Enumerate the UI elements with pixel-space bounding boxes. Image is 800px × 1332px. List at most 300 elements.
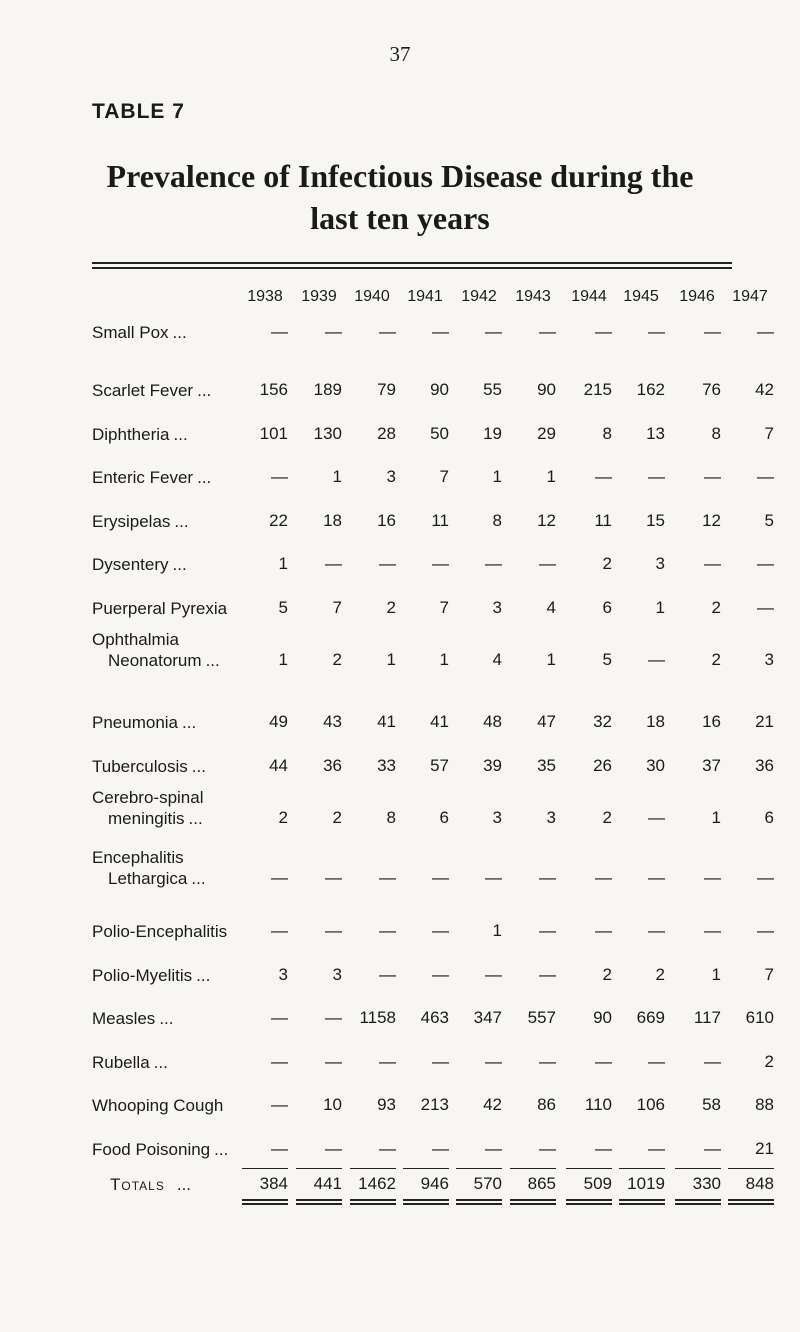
year-header: 1939 (301, 288, 337, 305)
total-cell: 1462 (358, 1174, 396, 1193)
total-double-rule (510, 1199, 556, 1205)
table-cell: 1 (439, 650, 449, 669)
table-cell: — (757, 921, 774, 940)
leader-dots: ... (197, 381, 212, 400)
table-cell: 3 (492, 598, 502, 617)
table-cell: — (432, 921, 449, 940)
table-cell: 1 (711, 965, 721, 984)
row-label-line (92, 921, 227, 942)
row-label-text: Polio-Encephalitis (92, 922, 228, 941)
table-cell: 19 (483, 424, 502, 443)
row-label (92, 847, 206, 889)
table-cell: 22 (269, 511, 288, 530)
table-cell: — (595, 322, 612, 341)
table-cell: — (704, 322, 721, 341)
row-label-line (92, 868, 206, 889)
row-label-text: Encephalitis (92, 848, 184, 867)
table-cell: 6 (764, 808, 774, 827)
year-header: 1944 (571, 288, 607, 305)
table-cell: 130 (313, 424, 342, 443)
row-label (92, 554, 187, 575)
table-cell: — (704, 554, 721, 573)
table-cell: 8 (711, 424, 721, 443)
table-cell: 10 (323, 1095, 342, 1114)
table-cell: 41 (430, 712, 449, 731)
table-cell: 28 (377, 424, 396, 443)
row-label-text: Scarlet Fever (92, 381, 194, 400)
table-cell: 1 (386, 650, 396, 669)
table-cell: 1 (546, 467, 556, 486)
row-label (92, 467, 211, 488)
table-cell: — (271, 467, 288, 486)
title-line-1: Prevalence of Infectious Disease during the (106, 158, 694, 194)
table-cell: 12 (537, 511, 556, 530)
table-cell: 557 (527, 1008, 556, 1027)
row-label-text: Cerebro-spinal (92, 788, 204, 807)
table-cell: — (271, 1052, 288, 1071)
table-cell: — (432, 965, 449, 984)
row-label-text: Diphtheria (92, 425, 170, 444)
total-double-rule (456, 1199, 502, 1205)
row-label-text: Whooping Cough (92, 1096, 224, 1115)
table-cell: — (271, 1095, 288, 1114)
table-cell: 93 (377, 1095, 396, 1114)
row-label (92, 1139, 228, 1160)
table-cell: 33 (377, 756, 396, 775)
table-cell: — (704, 921, 721, 940)
table-cell: 11 (431, 511, 449, 530)
table-cell: 3 (546, 808, 556, 827)
table-cell: — (648, 322, 665, 341)
row-label-line (92, 380, 211, 401)
table-cell: 347 (473, 1008, 502, 1027)
table-cell: 29 (537, 424, 556, 443)
leader-dots: ... (153, 1053, 168, 1072)
leader-dots: ... (182, 713, 197, 732)
table-cell: — (271, 1008, 288, 1027)
table-cell: — (648, 808, 665, 827)
table-cell: 7 (764, 424, 774, 443)
table-cell: — (485, 1052, 502, 1071)
table-cell: — (325, 1008, 342, 1027)
table-cell: 15 (646, 511, 665, 530)
table-cell: 5 (602, 650, 612, 669)
total-double-rule (403, 1199, 449, 1205)
row-label-text: Dysentery (92, 555, 169, 574)
table-cell: — (485, 965, 502, 984)
total-cell: 330 (692, 1174, 721, 1193)
table-cell: 7 (764, 965, 774, 984)
row-label-line (92, 808, 204, 829)
table-cell: 18 (323, 511, 342, 530)
table-cell: 669 (636, 1008, 665, 1027)
table-cell: — (325, 1052, 342, 1071)
table-cell: — (325, 322, 342, 341)
table-cell: 36 (323, 756, 342, 775)
table-cell: 32 (593, 712, 612, 731)
table-cell: 90 (537, 380, 556, 399)
row-label-text: Enteric Fever (92, 468, 194, 487)
leader-dots: ... (159, 1009, 174, 1028)
row-label (92, 756, 206, 777)
table-cell: 88 (755, 1095, 774, 1114)
table-cell: — (271, 322, 288, 341)
total-double-rule (619, 1199, 665, 1205)
table-cell: 4 (492, 650, 502, 669)
table-cell: 3 (655, 554, 665, 573)
row-label-text: Measles (92, 1009, 156, 1028)
table-cell: 42 (483, 1095, 502, 1114)
table-cell: 47 (537, 712, 556, 731)
table-cell: — (379, 868, 396, 887)
row-label-line (92, 322, 187, 343)
table-cell: — (595, 1052, 612, 1071)
row-label-line (92, 554, 187, 575)
table-cell: 16 (377, 511, 396, 530)
row-label-text: Neonatorum (108, 651, 202, 670)
table-cell: 7 (439, 598, 449, 617)
table-cell: — (704, 868, 721, 887)
total-double-rule (242, 1199, 288, 1205)
row-label-line (92, 1008, 173, 1029)
table-cell: 2 (602, 554, 612, 573)
table-cell: — (325, 921, 342, 940)
year-header: 1941 (407, 288, 443, 305)
table-cell: 1 (655, 598, 665, 617)
row-label (92, 921, 227, 942)
table-cell: — (704, 467, 721, 486)
table-cell: — (271, 868, 288, 887)
table-cell: — (539, 322, 556, 341)
table-cell: 117 (693, 1008, 721, 1027)
table-cell: — (379, 1139, 396, 1158)
table-cell: 2 (278, 808, 288, 827)
leader-dots: ... (174, 512, 189, 531)
table-cell: — (379, 322, 396, 341)
table-cell: — (485, 554, 502, 573)
year-header: 1938 (247, 288, 283, 305)
table-cell: 3 (332, 965, 342, 984)
row-label-line (92, 756, 206, 777)
table-cell: — (432, 1139, 449, 1158)
table-cell: 30 (646, 756, 665, 775)
sum-rule (456, 1168, 502, 1169)
table-cell: — (539, 868, 556, 887)
year-header: 1940 (354, 288, 390, 305)
sum-rule (350, 1168, 396, 1169)
table-cell: 5 (278, 598, 288, 617)
leader-dots: ... (191, 869, 206, 888)
row-label-line (92, 511, 189, 532)
table-cell: 213 (420, 1095, 449, 1114)
row-label-text: Rubella (92, 1053, 150, 1072)
table-cell: 110 (584, 1095, 612, 1114)
row-label (92, 1008, 173, 1029)
row-label-text: Pneumonia (92, 713, 179, 732)
row-label-line (92, 847, 206, 868)
row-label-text: Small Pox (92, 323, 169, 342)
table-cell: — (539, 1139, 556, 1158)
table-cell: — (757, 868, 774, 887)
leader-dots: ... (196, 966, 211, 985)
row-label (92, 598, 227, 619)
table-cell: 90 (593, 1008, 612, 1027)
row-label-line (92, 598, 227, 619)
table-cell: — (539, 554, 556, 573)
year-header: 1945 (623, 288, 659, 305)
total-cell: 946 (420, 1174, 449, 1193)
table-cell: 1 (278, 554, 288, 573)
table-cell: 106 (636, 1095, 665, 1114)
table-cell: 42 (755, 380, 774, 399)
table-cell: — (595, 1139, 612, 1158)
table-cell: 2 (602, 965, 612, 984)
page-number: 37 (389, 42, 411, 66)
total-cell: 865 (527, 1174, 556, 1193)
table-cell: — (325, 1139, 342, 1158)
row-label (92, 1052, 168, 1073)
row-label (92, 965, 210, 986)
row-label (92, 322, 187, 343)
table-cell: 21 (755, 1139, 774, 1158)
table-cell: 101 (259, 424, 288, 443)
table-cell: — (485, 322, 502, 341)
table-cell: 18 (646, 712, 665, 731)
sum-rule (242, 1168, 288, 1169)
table-cell: — (648, 650, 665, 669)
table-cell: 215 (583, 380, 612, 399)
table-cell: 6 (439, 808, 449, 827)
row-label-line (92, 629, 220, 650)
sum-rule (675, 1168, 721, 1169)
table-cell: 610 (745, 1008, 774, 1027)
table-cell: 41 (377, 712, 396, 731)
table-cell: 39 (483, 756, 502, 775)
row-label (92, 787, 204, 829)
row-label-line (92, 965, 210, 986)
leader-dots: ... (205, 651, 220, 670)
table-cell: 37 (702, 756, 721, 775)
title-line-2: last ten years (310, 200, 490, 236)
table-cell: 43 (323, 712, 342, 731)
table-cell: — (539, 1052, 556, 1071)
total-cell: 570 (473, 1174, 502, 1193)
table-cell: 58 (702, 1095, 721, 1114)
table-cell: — (595, 467, 612, 486)
totals-label (110, 1174, 191, 1195)
row-label-text: Polio-Myelitis (92, 966, 193, 985)
table-cell: 12 (702, 511, 721, 530)
table-cell: 11 (594, 511, 612, 530)
leader-dots: ... (172, 555, 187, 574)
total-double-rule (675, 1199, 721, 1205)
table-cell: 1 (332, 467, 342, 486)
leader-dots: ... (176, 1175, 192, 1194)
table-cell: 1 (546, 650, 556, 669)
table-cell: 3 (278, 965, 288, 984)
table-cell: 1 (492, 921, 502, 940)
row-label-text: Tuberculosis (92, 757, 188, 776)
table-cell: — (379, 1052, 396, 1071)
table-cell: — (325, 554, 342, 573)
row-label-line (92, 712, 196, 733)
table-cell: 1 (711, 808, 721, 827)
table-cell: — (485, 868, 502, 887)
table-cell: 1158 (359, 1008, 396, 1027)
table-cell: 2 (711, 650, 721, 669)
row-label (92, 629, 220, 671)
row-label (92, 424, 188, 445)
row-label-line (92, 1095, 223, 1116)
total-double-rule (296, 1199, 342, 1205)
row-label (92, 380, 211, 401)
table-cell: — (648, 467, 665, 486)
table-cell: 8 (602, 424, 612, 443)
table-cell: — (539, 921, 556, 940)
total-double-rule (566, 1199, 612, 1205)
total-cell: 384 (259, 1174, 288, 1193)
leader-dots: ... (173, 425, 188, 444)
table-cell: 189 (313, 380, 342, 399)
table-cell: 50 (430, 424, 449, 443)
table-cell: — (379, 554, 396, 573)
totals-label-text: Totals (110, 1175, 165, 1194)
row-label-text: meningitis (108, 809, 185, 828)
table-cell: 3 (386, 467, 396, 486)
table-cell: 26 (593, 756, 612, 775)
table-cell: — (432, 322, 449, 341)
table-cell: 1 (278, 650, 288, 669)
table-cell: — (595, 868, 612, 887)
sum-rule (403, 1168, 449, 1169)
leader-dots: ... (188, 809, 203, 828)
row-label-line (92, 650, 220, 671)
year-header: 1946 (679, 288, 715, 305)
table-cell: 5 (764, 511, 774, 530)
table-cell: 4 (546, 598, 556, 617)
leader-dots: ... (197, 468, 212, 487)
total-cell: 848 (745, 1174, 774, 1193)
table-cell: 2 (332, 808, 342, 827)
table-cell: 79 (377, 380, 396, 399)
page-title (0, 155, 800, 239)
leader-dots: ... (191, 757, 206, 776)
year-header: 1947 (732, 288, 768, 305)
row-label-line (92, 467, 211, 488)
table-cell: — (648, 868, 665, 887)
row-label (92, 511, 189, 532)
table-cell: 8 (492, 511, 502, 530)
table-cell: — (757, 598, 774, 617)
table-cell: 36 (755, 756, 774, 775)
table-cell: 162 (636, 380, 665, 399)
table-cell: 2 (711, 598, 721, 617)
table-cell: — (379, 965, 396, 984)
table-cell: 57 (430, 756, 449, 775)
table-cell: 8 (386, 808, 396, 827)
table-cell: — (704, 1139, 721, 1158)
sum-rule (619, 1168, 665, 1169)
row-label-text: Lethargica (108, 869, 188, 888)
table-cell: 1 (492, 467, 502, 486)
table-cell: — (271, 921, 288, 940)
leader-dots: ... (172, 323, 187, 342)
table-cell: — (648, 1139, 665, 1158)
table-cell: — (595, 921, 612, 940)
row-label (92, 712, 196, 733)
sum-rule (728, 1168, 774, 1169)
table-cell: 156 (259, 380, 288, 399)
table-cell: 76 (702, 380, 721, 399)
table-cell: 6 (602, 598, 612, 617)
row-label (92, 1095, 223, 1116)
table-cell: — (539, 965, 556, 984)
table-cell: 21 (755, 712, 774, 731)
leader-dots: ... (214, 1140, 229, 1159)
table-cell: — (379, 921, 396, 940)
table-cell: — (271, 1139, 288, 1158)
total-cell: 1019 (627, 1174, 665, 1193)
table-cell: 3 (764, 650, 774, 669)
table-cell: 90 (430, 380, 449, 399)
table-label: TABLE 7 (92, 100, 185, 123)
table-cell: 48 (483, 712, 502, 731)
row-label-line (92, 424, 188, 445)
row-label-line (92, 1139, 228, 1160)
sum-rule (566, 1168, 612, 1169)
table-cell: — (432, 554, 449, 573)
total-double-rule (350, 1199, 396, 1205)
table-cell: — (757, 467, 774, 486)
table-cell: — (325, 868, 342, 887)
sum-rule (296, 1168, 342, 1169)
table-cell: 44 (269, 756, 288, 775)
sum-rule (510, 1168, 556, 1169)
row-label-text: Food Poisoning (92, 1140, 211, 1159)
total-cell: 441 (313, 1174, 342, 1193)
total-cell: 509 (583, 1174, 612, 1193)
table-cell: — (432, 868, 449, 887)
year-header: 1943 (515, 288, 551, 305)
table-cell: 7 (439, 467, 449, 486)
table-cell: 2 (764, 1052, 774, 1071)
table-cell: — (432, 1052, 449, 1071)
table-cell: — (704, 1052, 721, 1071)
table-cell: 55 (483, 380, 502, 399)
table-cell: 13 (646, 424, 665, 443)
table-cell: 463 (420, 1008, 449, 1027)
table-cell: — (757, 322, 774, 341)
row-label-line (92, 787, 204, 808)
table-cell: 2 (332, 650, 342, 669)
row-label-line (92, 1052, 168, 1073)
table-cell: 7 (332, 598, 342, 617)
table-cell: 2 (602, 808, 612, 827)
table-cell: 2 (386, 598, 396, 617)
table-cell: 16 (702, 712, 721, 731)
table-cell: 3 (492, 808, 502, 827)
year-header: 1942 (461, 288, 497, 305)
table-cell: 49 (269, 712, 288, 731)
table-cell: — (485, 1139, 502, 1158)
row-label-text: Puerperal Pyrexia (92, 599, 228, 618)
total-double-rule (728, 1199, 774, 1205)
table-cell: — (757, 554, 774, 573)
table-cell: 35 (537, 756, 556, 775)
table-cell: — (648, 921, 665, 940)
row-label-text: Erysipelas (92, 512, 171, 531)
row-label-text: Ophthalmia (92, 630, 179, 649)
